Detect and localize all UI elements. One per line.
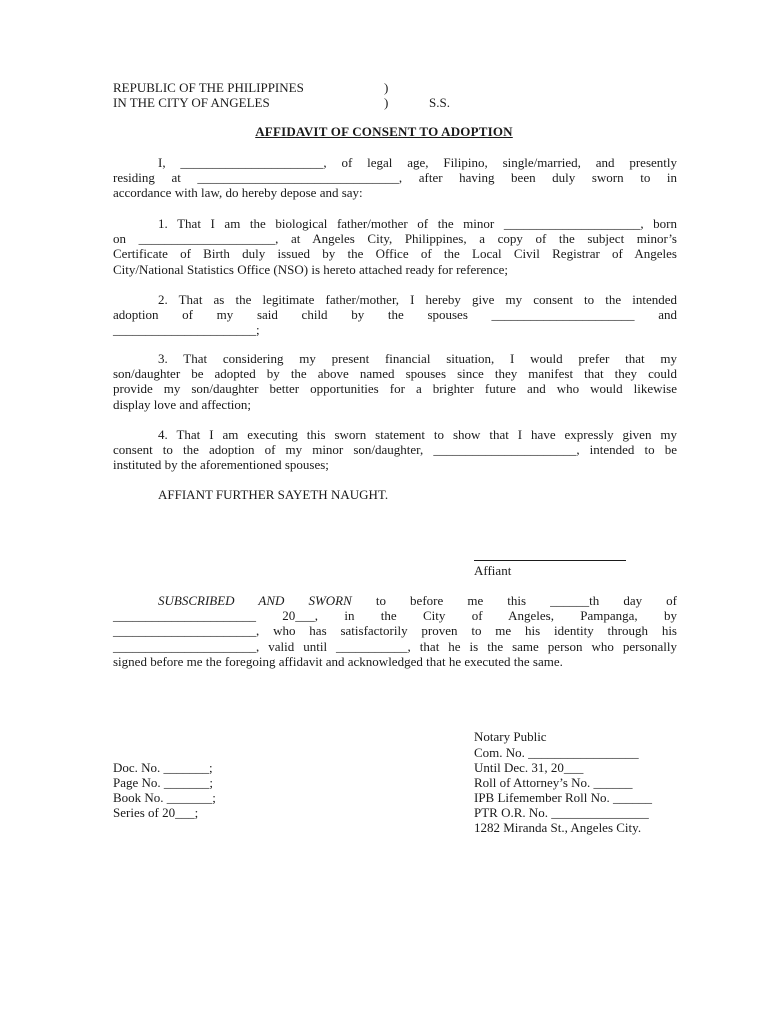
- header-republic: REPUBLIC OF THE PHILIPPINES: [113, 80, 304, 95]
- affiant-further-statement: AFFIANT FURTHER SAYETH NAUGHT.: [158, 487, 389, 502]
- notary-line: Notary Public: [474, 729, 547, 744]
- p3-line: display love and affection;: [113, 396, 252, 412]
- p4-line: instituted by the aforementioned spouses;: [113, 457, 329, 473]
- header-paren-2: ): [384, 95, 389, 110]
- notary-line: IPB Lifemember Roll No. ______: [474, 790, 653, 805]
- intro-paragraph: [113, 155, 677, 201]
- intro-line: I, ______________________, of legal age, Filipino, single/married, and presently: [158, 155, 677, 170]
- intro-line: accordance with law, do hereby depose and say:: [113, 185, 363, 201]
- p3-line: son/daughter be adopted by the above named spouses since they manifest that they could: [113, 366, 677, 382]
- affiant-label: Affiant: [474, 563, 512, 578]
- document-title: AFFIDAVIT OF CONSENT TO ADOPTION: [255, 124, 513, 139]
- jurat-line: ______________________, valid until ___________, that he is the same person who personally: [113, 638, 677, 654]
- jurat-paragraph: [113, 593, 677, 669]
- p1-line: Certificate of Birth duly issued by the Office of the Local Civil Registrar of Angeles: [113, 246, 677, 262]
- jurat-line1-rest: to before me this ______th day of: [375, 593, 678, 608]
- notary-line: Com. No. _________________: [474, 745, 639, 760]
- p3-line: provide my son/daughter better opportunities for a brighter future and who would likewise: [113, 381, 677, 397]
- intro-line: residing at _______________________________, after having been duly sworn to in: [113, 170, 677, 186]
- notary-line: Until Dec. 31, 20___: [474, 760, 584, 775]
- docket-line: Page No. _______;: [113, 775, 214, 790]
- header-paren-1: ): [384, 80, 389, 95]
- p2-line: 2. That as the legitimate father/mother, I hereby give my consent to the intended: [158, 292, 677, 307]
- jurat-line: ______________________ 20___, in the City of Angeles, Pampanga, by: [113, 608, 677, 624]
- header-city: IN THE CITY OF ANGELES: [113, 95, 270, 110]
- paragraph-3: [113, 351, 677, 412]
- jurat-line: signed before me the foregoing affidavit and acknowledged that he executed the same.: [113, 653, 563, 669]
- docket-line: Series of 20___;: [113, 805, 199, 820]
- p2-line: ______________________;: [113, 322, 260, 338]
- p2-line: adoption of my said child by the spouses ______________________ and: [113, 307, 677, 323]
- p1-line: City/National Statistics Office (NSO) is hereto attached ready for reference;: [113, 261, 509, 277]
- p3-line: 3. That considering my present financial situation, I would prefer that my: [158, 351, 677, 366]
- paragraph-4: [113, 427, 677, 473]
- docket-line: Book No. _______;: [113, 790, 216, 805]
- paragraph-2: [113, 292, 677, 338]
- notary-line: Roll of Attorney’s No. ______: [474, 775, 633, 790]
- docket-line: Doc. No. _______;: [113, 760, 213, 775]
- header-ss: S.S.: [429, 95, 450, 110]
- jurat-line: ______________________, who has satisfactorily proven to me his identity through his: [113, 623, 677, 639]
- jurat-italic: SUBSCRIBED AND SWORN: [158, 593, 352, 608]
- jurat-line: [113, 593, 677, 608]
- affiant-signature-line: [474, 560, 626, 561]
- p4-line: consent to the adoption of my minor son/daughter, ______________________, intended to be: [113, 442, 677, 458]
- p1-line: on _____________________, at Angeles City, Philippines, a copy of the subject minor’s: [113, 231, 677, 247]
- notary-line: PTR O.R. No. _______________: [474, 805, 649, 820]
- p4-line: 4. That I am executing this sworn statement to show that I have expressly given my: [158, 427, 677, 442]
- p1-line: 1. That I am the biological father/mother of the minor _____________________, born: [158, 216, 677, 231]
- notary-line: 1282 Miranda St., Angeles City.: [474, 820, 642, 835]
- paragraph-1: [113, 216, 677, 277]
